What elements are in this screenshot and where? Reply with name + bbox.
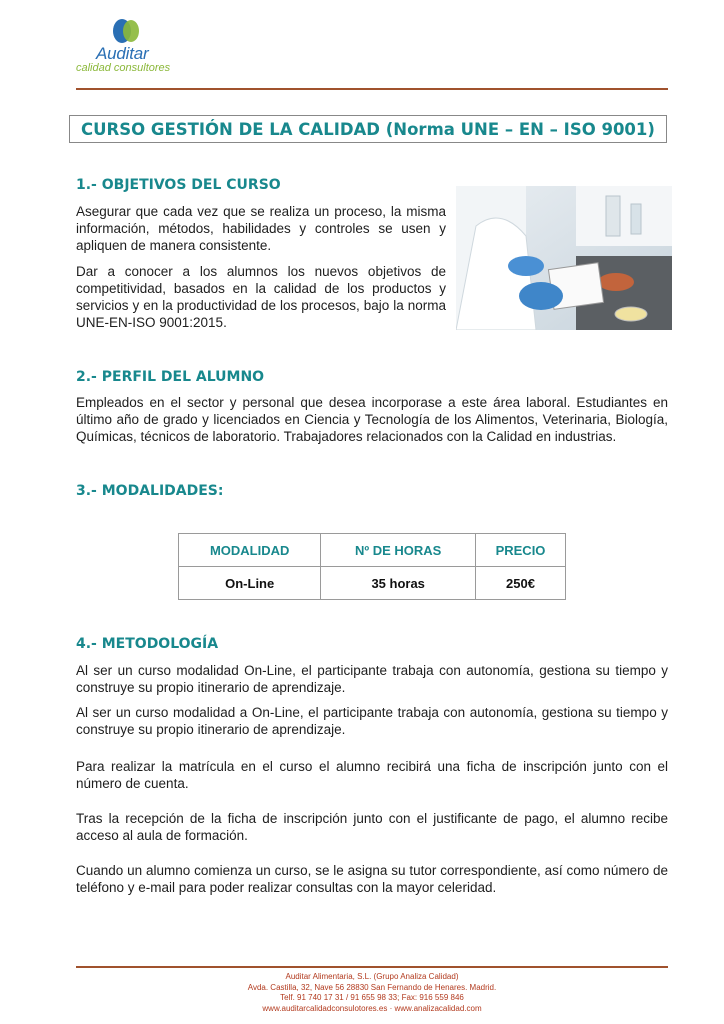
metodologia-paragraph-3: Para realizar la matrícula en el curso el alumno recibirá una ficha de inscripción junto con el número de cuenta. [76, 759, 668, 791]
perfil-paragraph: Empleados en el sector y personal que desea incorporase a este área laboral. Estudiantes en último año de grado y licenciados en Ciencia y Tecnología de los Alimentos, Veterinaria, Biología, Químicas, técnicos de laboratorio. Trabajadores relacionados con la Calidad en industrias. [76, 395, 668, 444]
table-cell: 250€ [476, 567, 566, 600]
header-divider [76, 88, 668, 90]
logo-tagline: calidad consultores [76, 62, 171, 74]
section-heading-modalidades: 3.- MODALIDADES: [76, 483, 224, 499]
lab-photo [456, 186, 672, 330]
footer-address: Avda. Castilla, 32, Nave 56 28830 San Fernando de Henares. Madrid. [247, 982, 497, 992]
company-logo [76, 18, 196, 76]
modalidades-table [178, 533, 566, 600]
table-header-row [179, 534, 566, 567]
table-cell: 35 horas [321, 567, 476, 600]
section-heading-perfil: 2.- PERFIL DEL ALUMNO [76, 369, 265, 385]
table-row [179, 567, 566, 600]
metodologia-paragraph-4: Tras la recepción de la ficha de inscripción junto con el justificante de pago, el alumno recibe acceso al aula de formación. [76, 811, 668, 843]
metodologia-paragraph-1: Al ser un curso modalidad On-Line, el participante trabaja con autonomía, gestiona su tiempo y construye su propio itinerario de aprendizaje. [76, 663, 668, 695]
metodologia-paragraph-5: Cuando un alumno comienza un curso, se le asigna su tutor correspondiente, así como número de teléfono y e-mail para poder realizar consultas con la mayor celeridad. [76, 863, 668, 895]
footer-phone: Telf. 91 740 17 31 / 91 655 98 33; Fax: 916 559 846 [280, 993, 464, 1002]
table-cell: On-Line [179, 567, 321, 600]
page-title: CURSO GESTIÓN DE LA CALIDAD (Norma UNE – EN – ISO 9001) [69, 115, 667, 143]
section-heading-objetivos: 1.- OBJETIVOS DEL CURSO [76, 177, 281, 193]
section-heading-metodologia: 4.- METODOLOGÍA [76, 636, 219, 652]
footer-divider [76, 966, 668, 968]
footer-websites[interactable]: www.auditarcalidadconsulotores.es · www.analizacalidad.com [262, 1003, 482, 1013]
objetivos-paragraph-2: Dar a conocer a los alumnos los nuevos objetivos de competitividad, basados en la calidad de los productos y servicios y en la productividad de los procesos, bajo la norma UNE-EN-ISO 9001:2015. [76, 264, 446, 330]
table-header-cell: MODALIDAD [179, 534, 321, 567]
objetivos-paragraph-1: Asegurar que cada vez que se realiza un proceso, la misma información, métodos, habilidades y controles se usen y apliquen de manera consistente. [76, 204, 446, 253]
logo-name: Auditar [96, 44, 149, 63]
footer [76, 972, 668, 1014]
metodologia-paragraph-2: Al ser un curso modalidad a On-Line, el participante trabaja con autonomía, gestiona su tiempo y construye su propio itinerario de aprendizaje. [76, 705, 668, 737]
table-header-cell: PRECIO [476, 534, 566, 567]
footer-company: Auditar Alimentaria, S.L. (Grupo Analiza Calidad) [285, 972, 459, 981]
logo-mark-icon [110, 18, 144, 44]
table-header-cell: Nº DE HORAS [321, 534, 476, 567]
